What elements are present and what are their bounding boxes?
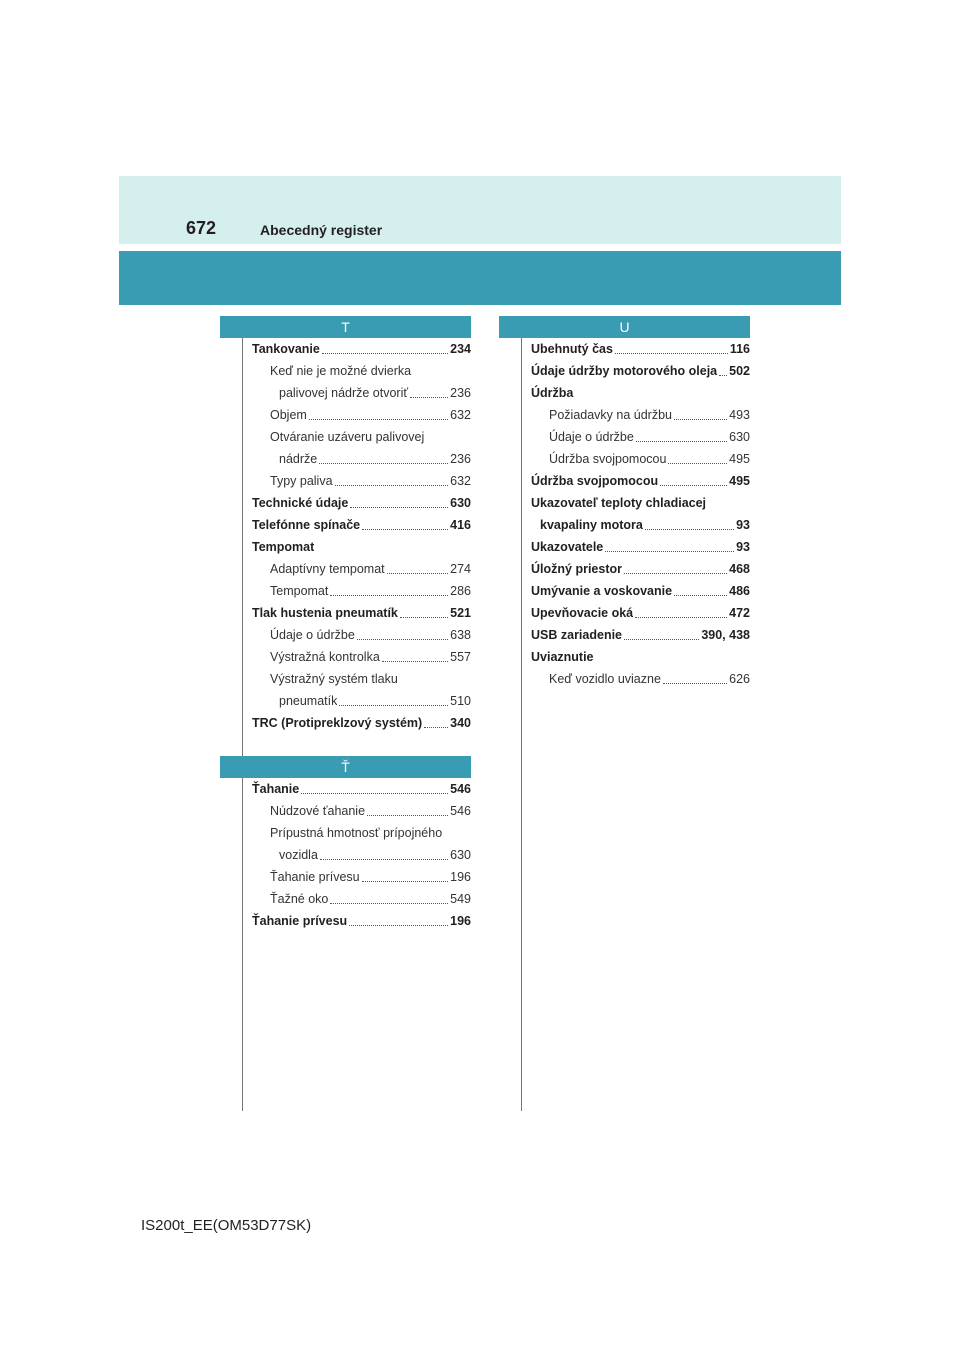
index-entry-label: Upevňovacie oká (531, 606, 634, 620)
model-code: IS200t_EE(OM53D77SK) (141, 1217, 312, 1234)
page-number: 672 (186, 218, 217, 238)
index-entry-label: Výstražný systém tlaku (270, 672, 398, 686)
index-entry (531, 536, 750, 558)
index-entry-page[interactable]: 521 (450, 606, 471, 620)
index-entry (252, 514, 471, 536)
leader-dots (410, 382, 448, 398)
index-entry-page[interactable]: 236 (450, 386, 471, 400)
index-entry (252, 492, 471, 514)
index-entry-label: Ťahanie (252, 782, 300, 796)
index-entry-page[interactable]: 116 (729, 342, 750, 356)
index-entry-page[interactable]: 416 (450, 518, 471, 532)
leader-dots (301, 778, 448, 794)
index-entry (531, 580, 750, 602)
index-entry-label: Ťahanie prívesu (270, 870, 360, 884)
index-entry (252, 426, 471, 448)
index-entry-label: Požiadavky na údržbu (549, 408, 672, 422)
index-entry-page[interactable]: 495 (729, 474, 750, 488)
leader-dots (320, 844, 448, 860)
index-entry (252, 778, 471, 800)
index-entry-page[interactable]: 234 (450, 342, 471, 356)
index-entry (531, 448, 750, 470)
leader-dots (362, 866, 449, 882)
index-entry (252, 558, 471, 580)
index-entry-page[interactable]: 472 (729, 606, 750, 620)
index-entry-label: Prípustná hmotnosť prípojného (270, 826, 443, 840)
leader-dots (624, 558, 727, 574)
index-entry-label: Typy paliva (270, 474, 333, 488)
index-entry (252, 712, 471, 734)
index-list-u (531, 338, 750, 690)
index-entry-page[interactable]: 549 (450, 892, 471, 906)
index-entry (531, 668, 750, 690)
leader-dots (382, 646, 448, 662)
index-entry-label: palivovej nádrže otvoriť (279, 386, 409, 400)
index-entry-label: Uviaznutie (531, 650, 594, 664)
index-entry-label: Ťažné oko (270, 892, 329, 906)
index-entry-page[interactable]: 196 (450, 870, 471, 884)
index-entry-label: Núdzové ťahanie (270, 804, 366, 818)
index-entry (252, 624, 471, 646)
leader-dots (349, 910, 448, 926)
leader-dots (335, 470, 449, 486)
leader-dots (400, 602, 448, 618)
index-entry-label: USB zariadenie (531, 628, 623, 642)
index-entry (531, 382, 750, 404)
letter-heading-t: T (220, 316, 471, 338)
index-entry-page[interactable]: 632 (450, 474, 471, 488)
index-entry (252, 910, 471, 932)
index-entry-label: Údržba svojpomocou (549, 452, 667, 466)
leader-dots (362, 514, 448, 530)
index-entry-label: Tlak hustenia pneumatík (252, 606, 398, 620)
index-entry (252, 404, 471, 426)
index-entry (531, 646, 750, 668)
index-entry-label: TRC (Protipreklzový systém) (252, 716, 423, 730)
index-entry-page[interactable]: 486 (729, 584, 750, 598)
index-entry-page[interactable]: 546 (450, 782, 471, 796)
index-entry-label: Ukazovatele (531, 540, 604, 554)
index-entry-page[interactable]: 93 (736, 540, 750, 554)
header-band (119, 176, 841, 244)
leader-dots (350, 492, 448, 508)
index-entry (252, 360, 471, 382)
index-entry (252, 580, 471, 602)
index-entry-page[interactable]: 502 (729, 364, 750, 378)
index-entry-page[interactable]: 93 (736, 518, 750, 532)
index-entry-label: Údržba (531, 386, 574, 400)
index-entry-label: Keď nie je možné dvierka (270, 364, 412, 378)
index-entry-label: Údaje údržby motorového oleja (531, 364, 718, 378)
index-entry-page[interactable]: 630 (450, 496, 471, 510)
index-entry-label: Tankovanie (252, 342, 320, 356)
letter-heading-u: U (499, 316, 750, 338)
index-entry (252, 668, 471, 690)
index-entry-page[interactable]: 546 (450, 804, 471, 818)
index-entry-label: Adaptívny tempomat (270, 562, 385, 576)
leader-dots (367, 800, 448, 816)
index-entry-label: Tempomat (270, 584, 329, 598)
index-entry-page[interactable]: 630 (729, 430, 750, 444)
leader-dots (319, 448, 448, 464)
index-entry-page[interactable]: 638 (450, 628, 471, 642)
index-entry (252, 888, 471, 910)
leader-dots (330, 580, 448, 596)
index-entry-page[interactable]: 493 (729, 408, 750, 422)
leader-dots (635, 602, 727, 618)
index-entry (252, 690, 471, 712)
index-entry (252, 470, 471, 492)
leader-dots (322, 338, 448, 354)
leader-dots (387, 558, 448, 574)
index-entry-page[interactable]: 390, 438 (701, 628, 750, 642)
index-entry (252, 866, 471, 888)
index-entry-label: vozidla (279, 848, 318, 862)
index-entry (531, 470, 750, 492)
index-entry-page[interactable]: 632 (450, 408, 471, 422)
leader-dots (645, 514, 734, 530)
index-entry-page[interactable]: 495 (729, 452, 750, 466)
index-entry-label: Ťahanie prívesu (252, 914, 348, 928)
index-entry-label: Výstražná kontrolka (270, 650, 380, 664)
index-entry-label: Otváranie uzáveru palivovej (270, 430, 425, 444)
index-entry (252, 646, 471, 668)
index-entry-page[interactable]: 196 (450, 914, 471, 928)
leader-dots (309, 404, 448, 420)
index-entry-page[interactable]: 286 (450, 584, 471, 598)
index-entry-page[interactable]: 468 (729, 562, 750, 576)
index-entry (531, 426, 750, 448)
leader-dots (339, 690, 448, 706)
index-entry-page[interactable]: 510 (450, 694, 471, 708)
index-entry-label: kvapaliny motora (540, 518, 643, 532)
header-teal-bar (119, 251, 841, 305)
index-entry-label: Ukazovateľ teploty chladiacej (531, 496, 707, 510)
index-entry-label: Úložný priestor (531, 562, 622, 576)
leader-dots (424, 712, 448, 728)
leader-dots (663, 668, 727, 684)
leader-dots (605, 536, 734, 552)
leader-dots (624, 624, 699, 640)
leader-dots (719, 360, 727, 376)
index-entry (531, 624, 750, 646)
leader-dots (636, 426, 727, 442)
index-entry (252, 602, 471, 624)
index-entry-label: nádrže (279, 452, 318, 466)
index-entry-page[interactable]: 274 (450, 562, 471, 576)
index-entry-page[interactable]: 236 (450, 452, 471, 466)
index-entry (531, 492, 750, 514)
section-title: Abecedný register (260, 222, 383, 238)
leader-dots (357, 624, 448, 640)
index-entry-label: Údržba svojpomocou (531, 474, 659, 488)
leader-dots (615, 338, 728, 354)
index-entry-label: Technické údaje (252, 496, 349, 510)
leader-dots (660, 470, 727, 486)
leader-dots (674, 404, 727, 420)
index-entry (252, 382, 471, 404)
index-entry (531, 514, 750, 536)
column-divider-right (521, 338, 522, 1111)
index-entry-label: Keď vozidlo uviazne (549, 672, 661, 686)
index-entry-label: Telefónne spínače (252, 518, 361, 532)
index-entry (252, 536, 471, 558)
letter-heading-tcaron: Ť (220, 756, 471, 778)
index-entry (252, 844, 471, 866)
leader-dots (674, 580, 727, 596)
index-list-tcaron (252, 778, 471, 932)
column-divider-left (242, 338, 243, 1111)
index-entry-label: Údaje o údržbe (549, 430, 634, 444)
index-entry-label: Údaje o údržbe (270, 628, 355, 642)
index-entry-page[interactable]: 626 (729, 672, 750, 686)
index-entry-label: Tempomat (252, 540, 315, 554)
index-entry-label: Umývanie a voskovanie (531, 584, 673, 598)
index-entry (531, 404, 750, 426)
index-entry (252, 800, 471, 822)
index-list-t (252, 338, 471, 734)
index-entry (252, 338, 471, 360)
index-entry-label: pneumatík (279, 694, 338, 708)
index-entry-page[interactable]: 557 (450, 650, 471, 664)
index-entry-page[interactable]: 630 (450, 848, 471, 862)
index-entry-label: Ubehnutý čas (531, 342, 613, 356)
index-entry (531, 360, 750, 382)
index-entry (531, 338, 750, 360)
leader-dots (330, 888, 448, 904)
index-entry (252, 448, 471, 470)
index-entry (531, 602, 750, 624)
index-entry-page[interactable]: 340 (450, 716, 471, 730)
index-entry (531, 558, 750, 580)
leader-dots (668, 448, 727, 464)
index-entry-label: Objem (270, 408, 307, 422)
index-entry (252, 822, 471, 844)
